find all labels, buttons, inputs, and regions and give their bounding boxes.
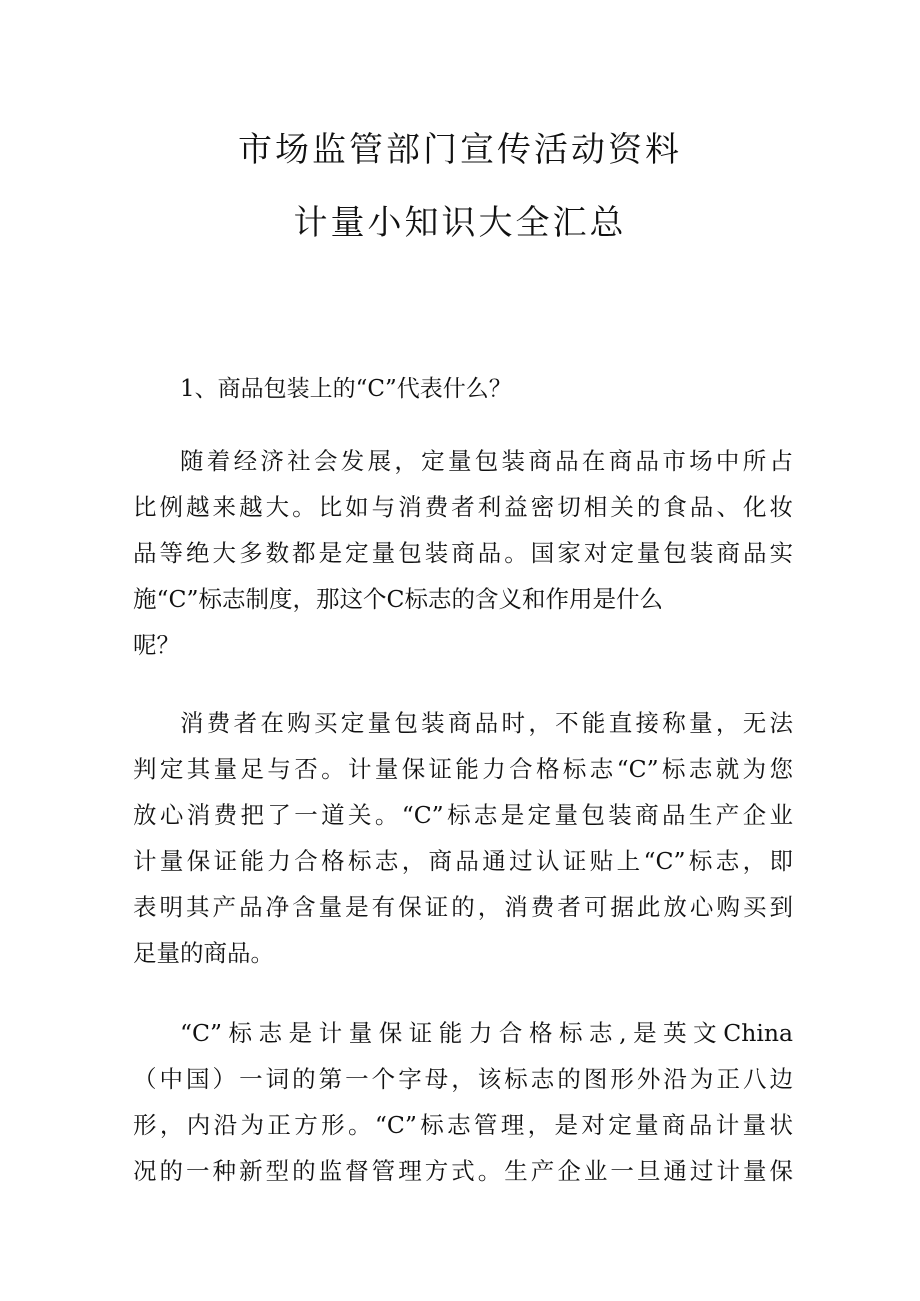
paragraph-2-line: 判定其量足与否。计量保证能力合格标志“C”标志就为您 (133, 755, 793, 783)
paragraph-1-line: 随着经济社会发展，定量包装商品在商品市场中所占 (180, 447, 793, 475)
paragraph-2-line: 消费者在购买定量包装商品时，不能直接称量，无法 (180, 709, 793, 737)
paragraph-2-line: 计量保证能力合格标志，商品通过认证贴上“C”标志，即 (133, 847, 793, 875)
section-heading: 1、商品包装上的“C”代表什么？ (180, 376, 512, 402)
paragraph-1-line: 比例越来越大。比如与消费者利益密切相关的食品、化妆 (133, 493, 793, 521)
paragraph-2 (133, 705, 793, 981)
paragraph-3-line: 形，内沿为正方形。“C”标志管理，是对定量商品计量状 (133, 1111, 793, 1139)
document-title-line-1: 市场监管部门宣传活动资料 (238, 130, 682, 170)
paragraph-3 (133, 1015, 793, 1199)
document-title-line-2: 计量小知识大全汇总 (293, 203, 627, 243)
paragraph-2-line: 表明其产品净含量是有保证的，消费者可据此放心购买到 (133, 893, 793, 921)
paragraph-1 (133, 443, 793, 673)
paragraph-1-line: 施“C”标志制度，那这个C标志的含义和作用是什么 (133, 585, 663, 613)
paragraph-3-line: （中国）一词的第一个字母，该标志的图形外沿为正八边 (133, 1065, 793, 1093)
paragraph-3-line: “C”标志是计量保证能力合格标志,是英文China (180, 1019, 793, 1047)
paragraph-2-line: 足量的商品。 (133, 939, 274, 967)
paragraph-2-line: 放心消费把了一道关。“C”标志是定量包装商品生产企业 (133, 801, 793, 829)
paragraph-3-line: 况的一种新型的监督管理方式。生产企业一旦通过计量保 (133, 1157, 793, 1185)
paragraph-1-line: 品等绝大多数都是定量包装商品。国家对定量包装商品实 (133, 539, 793, 567)
paragraph-1-line: 呢？ (133, 631, 180, 659)
